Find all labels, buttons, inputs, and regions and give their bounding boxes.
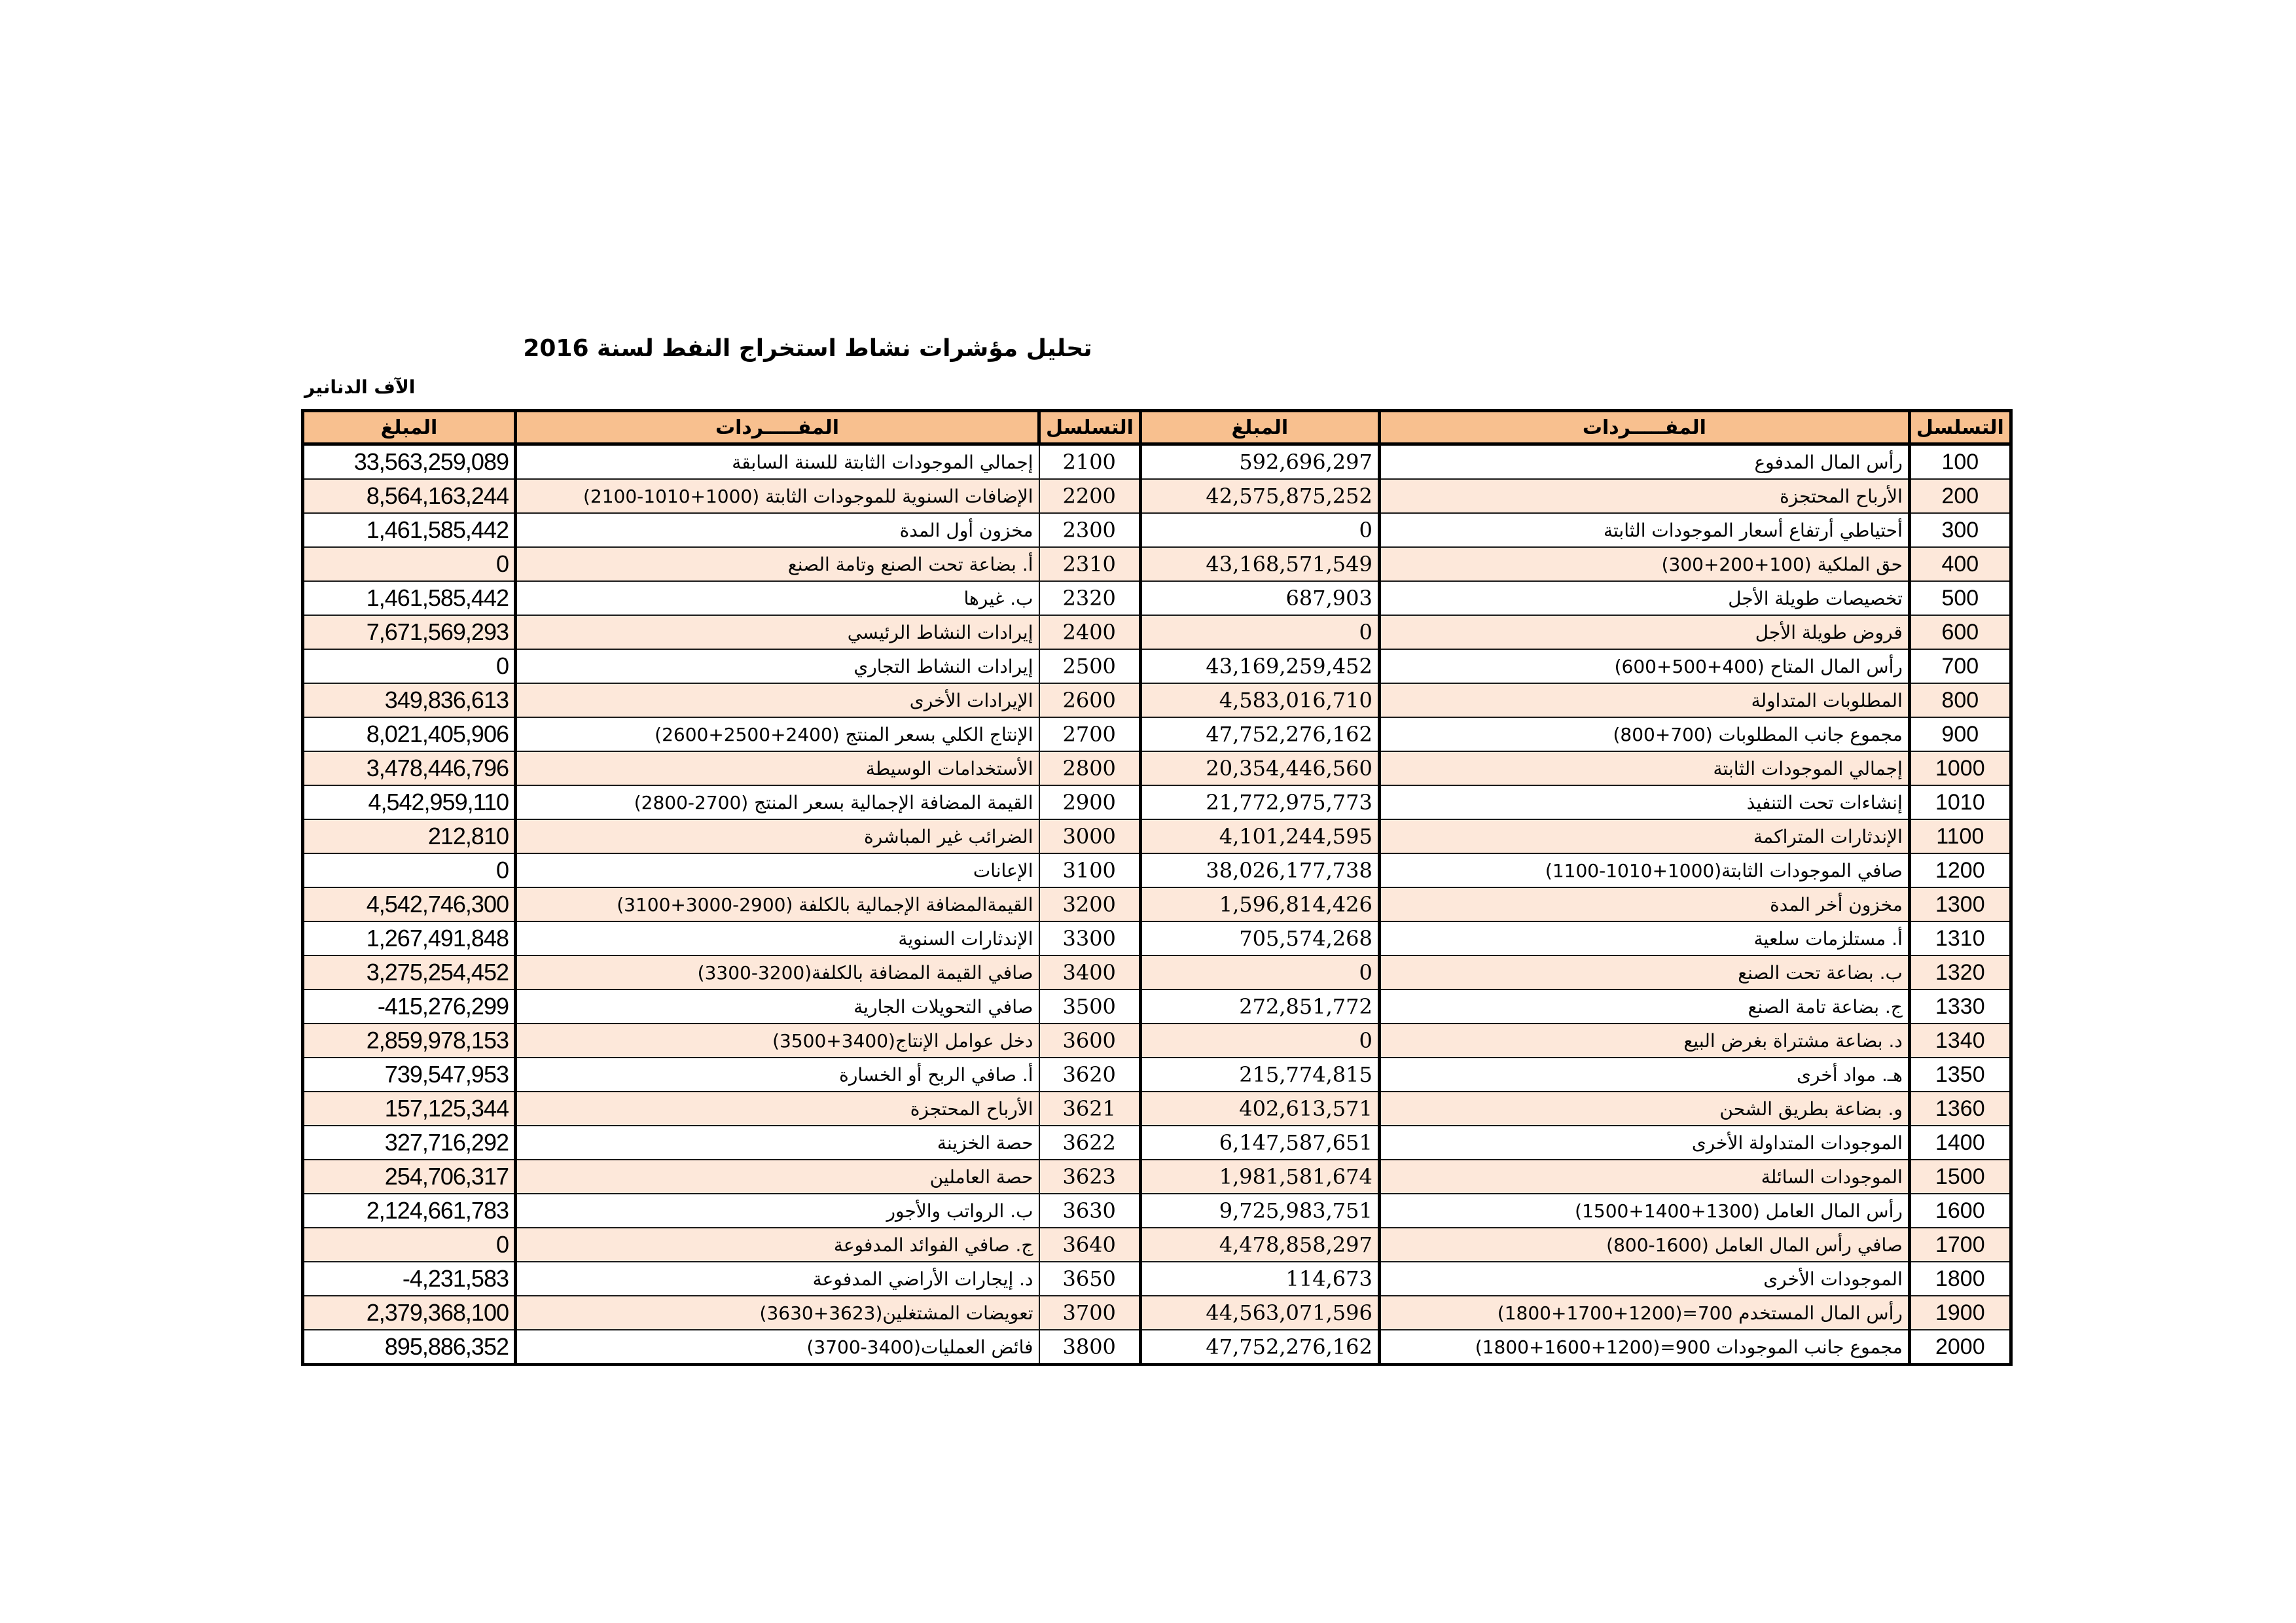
right-amount-cell: 1,596,814,426	[1140, 887, 1379, 921]
right-description-cell: رأس المال المتاح (400+500+600)	[1379, 649, 1909, 683]
right-description-cell: و. بضاعة بطريق الشحن	[1379, 1092, 1909, 1126]
left-amount-cell: 4,542,746,300	[303, 887, 516, 921]
right-sequence-cell: 1200	[1909, 853, 2011, 887]
unit-label: الآف الدنانير	[304, 376, 416, 398]
left-amount-cell: 2,379,368,100	[303, 1296, 516, 1330]
right-description-cell: د. بضاعة مشتراة بغرض البيع	[1379, 1024, 1909, 1058]
header-description-right: المفـــــردات	[1379, 411, 1909, 444]
header-sequence-left: التسلسل	[1039, 411, 1141, 444]
left-description-cell: حصة الخزينة	[516, 1126, 1039, 1160]
left-sequence-cell: 2320	[1039, 581, 1141, 615]
header-amount-left: المبلغ	[303, 411, 516, 444]
right-amount-cell: 43,168,571,549	[1140, 547, 1379, 581]
left-amount-cell: 8,021,405,906	[303, 717, 516, 751]
left-description-cell: دخل عوامل الإنتاج(3400+3500)	[516, 1024, 1039, 1058]
right-sequence-cell: 1360	[1909, 1092, 2011, 1126]
table-row	[303, 615, 2011, 649]
right-amount-cell: 592,696,297	[1140, 444, 1379, 480]
left-amount-cell: 0	[303, 853, 516, 887]
right-amount-cell: 4,478,858,297	[1140, 1228, 1379, 1262]
left-sequence-cell: 2500	[1039, 649, 1141, 683]
header-amount-right: المبلغ	[1140, 411, 1379, 444]
right-description-cell: الموجودات المتداولة الأخرى	[1379, 1126, 1909, 1160]
left-sequence-cell: 2400	[1039, 615, 1141, 649]
left-sequence-cell: 3100	[1039, 853, 1141, 887]
right-description-cell: المطلوبات المتداولة	[1379, 683, 1909, 717]
right-sequence-cell: 300	[1909, 513, 2011, 547]
right-sequence-cell: 1300	[1909, 887, 2011, 921]
left-sequence-cell: 3650	[1039, 1262, 1141, 1296]
table-row	[303, 1092, 2011, 1126]
left-sequence-cell: 3200	[1039, 887, 1141, 921]
left-amount-cell: 3,478,446,796	[303, 751, 516, 785]
table-row	[303, 581, 2011, 615]
left-sequence-cell: 2100	[1039, 444, 1141, 480]
right-sequence-cell: 100	[1909, 444, 2011, 480]
left-description-cell: أ. صافي الربح أو الخسارة	[516, 1058, 1039, 1092]
left-description-cell: إيرادات النشاط الرئيسي	[516, 615, 1039, 649]
right-amount-cell: 4,583,016,710	[1140, 683, 1379, 717]
left-description-cell: د. إيجارات الأراضي المدفوعة	[516, 1262, 1039, 1296]
left-amount-cell: 2,859,978,153	[303, 1024, 516, 1058]
left-description-cell: تعويضات المشتغلين(3623+3630)	[516, 1296, 1039, 1330]
right-description-cell: رأس المال المستخدم 700=(1200+1700+1800)	[1379, 1296, 1909, 1330]
right-description-cell: قروض طويلة الأجل	[1379, 615, 1909, 649]
left-description-cell: الأرباح المحتجزة	[516, 1092, 1039, 1126]
right-sequence-cell: 1400	[1909, 1126, 2011, 1160]
left-sequence-cell: 3800	[1039, 1330, 1141, 1364]
indicators-table	[301, 409, 2013, 1366]
right-amount-cell: 114,673	[1140, 1262, 1379, 1296]
right-amount-cell: 47,752,276,162	[1140, 717, 1379, 751]
right-description-cell: إنشاءات تحت التنفيذ	[1379, 785, 1909, 819]
left-amount-cell: 895,886,352	[303, 1330, 516, 1364]
left-description-cell: إيرادات النشاط التجاري	[516, 649, 1039, 683]
header-description-left: المفـــــردات	[516, 411, 1039, 444]
left-description-cell: القيمةالمضافة الإجمالية بالكلفة (2900-3000+3100)	[516, 887, 1039, 921]
left-description-cell: الإعانات	[516, 853, 1039, 887]
right-description-cell: الإندثارات المتراكمة	[1379, 819, 1909, 853]
left-amount-cell: -415,276,299	[303, 990, 516, 1024]
table-row	[303, 547, 2011, 581]
left-description-cell: ب. الرواتب والأجور	[516, 1194, 1039, 1228]
left-sequence-cell: 2310	[1039, 547, 1141, 581]
right-description-cell: الموجودات الأخرى	[1379, 1262, 1909, 1296]
right-sequence-cell: 900	[1909, 717, 2011, 751]
left-description-cell: الإيرادات الأخرى	[516, 683, 1039, 717]
header-sequence-right: التسلسل	[1909, 411, 2011, 444]
right-amount-cell: 38,026,177,738	[1140, 853, 1379, 887]
left-description-cell: القيمة المضافة الإجمالية بسعر المنتج (2700-2800)	[516, 785, 1039, 819]
left-description-cell: صافي القيمة المضافة بالكلفة(3200-3300)	[516, 955, 1039, 990]
left-sequence-cell: 2900	[1039, 785, 1141, 819]
left-amount-cell: 327,716,292	[303, 1126, 516, 1160]
right-description-cell: رأس المال العامل (1300+1400+1500)	[1379, 1194, 1909, 1228]
left-sequence-cell: 3620	[1039, 1058, 1141, 1092]
right-amount-cell: 20,354,446,560	[1140, 751, 1379, 785]
table-row	[303, 921, 2011, 955]
left-amount-cell: 0	[303, 547, 516, 581]
left-description-cell: مخزون أول المدة	[516, 513, 1039, 547]
left-description-cell: أ. بضاعة تحت الصنع وتامة الصنع	[516, 547, 1039, 581]
table-row	[303, 1024, 2011, 1058]
header-row	[303, 411, 2011, 444]
right-description-cell: مجموع جانب المطلوبات (700+800)	[1379, 717, 1909, 751]
left-amount-cell: -4,231,583	[303, 1262, 516, 1296]
right-amount-cell: 47,752,276,162	[1140, 1330, 1379, 1364]
right-amount-cell: 272,851,772	[1140, 990, 1379, 1024]
left-description-cell: الأستخدامات الوسيطة	[516, 751, 1039, 785]
left-description-cell: صافي التحويلات الجارية	[516, 990, 1039, 1024]
table-row	[303, 955, 2011, 990]
right-description-cell: ج. بضاعة تامة الصنع	[1379, 990, 1909, 1024]
right-amount-cell: 6,147,587,651	[1140, 1126, 1379, 1160]
left-sequence-cell: 3630	[1039, 1194, 1141, 1228]
right-sequence-cell: 1310	[1909, 921, 2011, 955]
left-sequence-cell: 2800	[1039, 751, 1141, 785]
right-sequence-cell: 1800	[1909, 1262, 2011, 1296]
right-amount-cell: 705,574,268	[1140, 921, 1379, 955]
right-sequence-cell: 1900	[1909, 1296, 2011, 1330]
left-sequence-cell: 3500	[1039, 990, 1141, 1024]
table-row	[303, 717, 2011, 751]
left-description-cell: حصة العاملين	[516, 1160, 1039, 1194]
left-amount-cell: 7,671,569,293	[303, 615, 516, 649]
left-amount-cell: 2,124,661,783	[303, 1194, 516, 1228]
table-body	[303, 444, 2011, 1365]
left-description-cell: الإنتاج الكلي بسعر المنتج (2400+2500+2600)	[516, 717, 1039, 751]
table-row	[303, 1194, 2011, 1228]
table-row	[303, 513, 2011, 547]
left-amount-cell: 0	[303, 1228, 516, 1262]
page-title-text: تحليل مؤشرات نشاط استخراج النفط لسنة 2016	[523, 335, 1092, 362]
left-amount-cell: 1,267,491,848	[303, 921, 516, 955]
right-sequence-cell: 1500	[1909, 1160, 2011, 1194]
right-amount-cell: 4,101,244,595	[1140, 819, 1379, 853]
table-row	[303, 479, 2011, 513]
left-amount-cell: 1,461,585,442	[303, 581, 516, 615]
left-description-cell: الإندثارات السنوية	[516, 921, 1039, 955]
table-row	[303, 1296, 2011, 1330]
right-sequence-cell: 1320	[1909, 955, 2011, 990]
left-amount-cell: 254,706,317	[303, 1160, 516, 1194]
left-sequence-cell: 2700	[1039, 717, 1141, 751]
left-description-cell: إجمالي الموجودات الثابتة للسنة السابقة	[516, 444, 1039, 480]
left-sequence-cell: 3000	[1039, 819, 1141, 853]
left-amount-cell: 212,810	[303, 819, 516, 853]
right-sequence-cell: 700	[1909, 649, 2011, 683]
right-amount-cell: 0	[1140, 955, 1379, 990]
right-sequence-cell: 1100	[1909, 819, 2011, 853]
left-amount-cell: 739,547,953	[303, 1058, 516, 1092]
right-description-cell: صافي الموجودات الثابتة(1000+1010-1100)	[1379, 853, 1909, 887]
right-sequence-cell: 800	[1909, 683, 2011, 717]
right-description-cell: هـ. مواد أخرى	[1379, 1058, 1909, 1092]
table-row	[303, 819, 2011, 853]
right-sequence-cell: 1000	[1909, 751, 2011, 785]
right-sequence-cell: 1330	[1909, 990, 2011, 1024]
right-description-cell: ب. بضاعة تحت الصنع	[1379, 955, 1909, 990]
right-description-cell: تخصيصات طويلة الأجل	[1379, 581, 1909, 615]
table-row	[303, 1330, 2011, 1364]
left-amount-cell: 8,564,163,244	[303, 479, 516, 513]
right-sequence-cell: 1340	[1909, 1024, 2011, 1058]
right-description-cell: مخزون أخر المدة	[1379, 887, 1909, 921]
right-amount-cell: 687,903	[1140, 581, 1379, 615]
left-description-cell: ج. صافي الفوائد المدفوعة	[516, 1228, 1039, 1262]
left-sequence-cell: 3623	[1039, 1160, 1141, 1194]
right-amount-cell: 0	[1140, 1024, 1379, 1058]
table-row	[303, 887, 2011, 921]
left-amount-cell: 349,836,613	[303, 683, 516, 717]
left-amount-cell: 4,542,959,110	[303, 785, 516, 819]
right-description-cell: حق الملكية (100+200+300)	[1379, 547, 1909, 581]
left-sequence-cell: 2600	[1039, 683, 1141, 717]
right-sequence-cell: 1700	[1909, 1228, 2011, 1262]
left-sequence-cell: 3622	[1039, 1126, 1141, 1160]
right-description-cell: أ. مستلزمات سلعية	[1379, 921, 1909, 955]
left-description-cell: الضرائب غير المباشرة	[516, 819, 1039, 853]
table-row	[303, 1262, 2011, 1296]
left-amount-cell: 1,461,585,442	[303, 513, 516, 547]
table-row	[303, 751, 2011, 785]
right-amount-cell: 43,169,259,452	[1140, 649, 1379, 683]
table-row	[303, 683, 2011, 717]
right-amount-cell: 402,613,571	[1140, 1092, 1379, 1126]
right-description-cell: صافي رأس المال العامل (1600-800)	[1379, 1228, 1909, 1262]
left-sequence-cell: 3621	[1039, 1092, 1141, 1126]
left-sequence-cell: 3640	[1039, 1228, 1141, 1262]
right-description-cell: مجموع جانب الموجودات 900=(1200+1600+1800)	[1379, 1330, 1909, 1364]
left-amount-cell: 0	[303, 649, 516, 683]
left-sequence-cell: 3300	[1039, 921, 1141, 955]
table-row	[303, 649, 2011, 683]
right-sequence-cell: 500	[1909, 581, 2011, 615]
page-title	[0, 335, 2296, 362]
right-amount-cell: 21,772,975,773	[1140, 785, 1379, 819]
right-amount-cell: 0	[1140, 513, 1379, 547]
right-description-cell: رأس المال المدفوع	[1379, 444, 1909, 480]
left-sequence-cell: 3700	[1039, 1296, 1141, 1330]
right-amount-cell: 9,725,983,751	[1140, 1194, 1379, 1228]
table-row	[303, 785, 2011, 819]
right-description-cell: إجمالي الموجودات الثابتة	[1379, 751, 1909, 785]
right-amount-cell: 0	[1140, 615, 1379, 649]
table-row	[303, 1126, 2011, 1160]
right-amount-cell: 42,575,875,252	[1140, 479, 1379, 513]
left-description-cell: ب. غيرها	[516, 581, 1039, 615]
right-amount-cell: 215,774,815	[1140, 1058, 1379, 1092]
left-description-cell: الإضافات السنوية للموجودات الثابتة (1000+1010-2100)	[516, 479, 1039, 513]
table-row	[303, 1228, 2011, 1262]
right-sequence-cell: 600	[1909, 615, 2011, 649]
right-sequence-cell: 400	[1909, 547, 2011, 581]
left-amount-cell: 3,275,254,452	[303, 955, 516, 990]
table-row	[303, 1058, 2011, 1092]
left-sequence-cell: 2200	[1039, 479, 1141, 513]
right-sequence-cell: 200	[1909, 479, 2011, 513]
table-row	[303, 853, 2011, 887]
left-description-cell: فائض العمليات(3400-3700)	[516, 1330, 1039, 1364]
right-sequence-cell: 1600	[1909, 1194, 2011, 1228]
right-description-cell: أحتياطي أرتفاع أسعار الموجودات الثابتة	[1379, 513, 1909, 547]
left-amount-cell: 33,563,259,089	[303, 444, 516, 480]
right-sequence-cell: 2000	[1909, 1330, 2011, 1364]
right-sequence-cell: 1010	[1909, 785, 2011, 819]
right-sequence-cell: 1350	[1909, 1058, 2011, 1092]
right-description-cell: الأرباح المحتجزة	[1379, 479, 1909, 513]
left-sequence-cell: 3600	[1039, 1024, 1141, 1058]
left-sequence-cell: 3400	[1039, 955, 1141, 990]
table-row	[303, 990, 2011, 1024]
table-row	[303, 444, 2011, 480]
right-amount-cell: 1,981,581,674	[1140, 1160, 1379, 1194]
right-description-cell: الموجودات السائلة	[1379, 1160, 1909, 1194]
right-amount-cell: 44,563,071,596	[1140, 1296, 1379, 1330]
left-sequence-cell: 2300	[1039, 513, 1141, 547]
table-row	[303, 1160, 2011, 1194]
left-amount-cell: 157,125,344	[303, 1092, 516, 1126]
